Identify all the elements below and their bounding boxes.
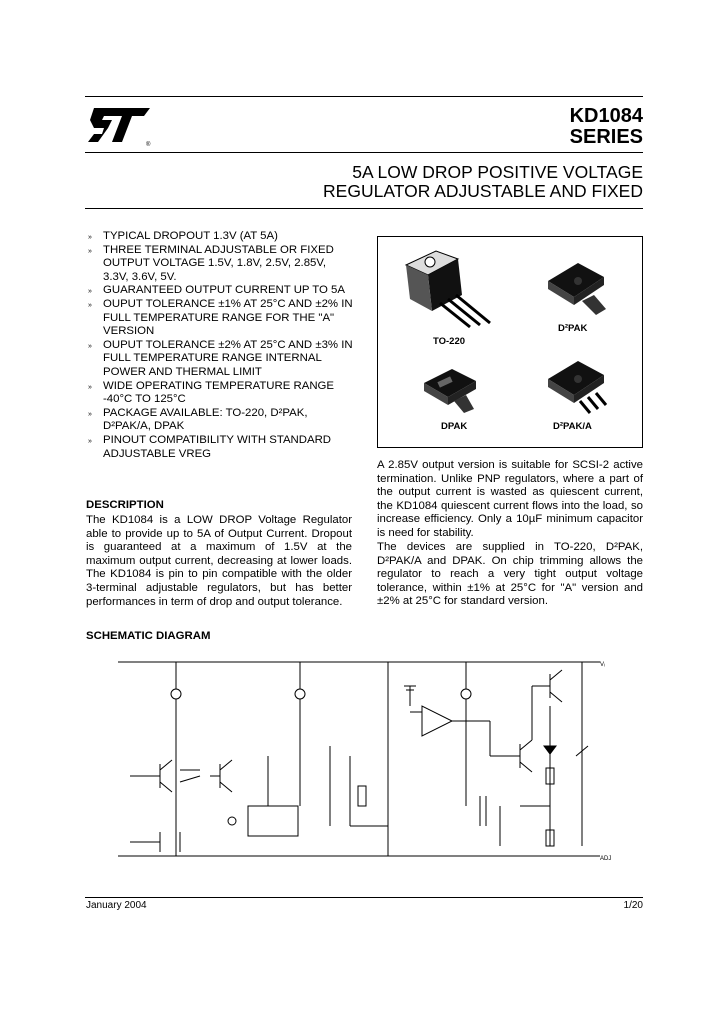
d2pak-label: D²PAK xyxy=(558,323,588,334)
feature-item: » OUPUT TOLERANCE ±1% AT 25°C AND ±2% IN FULL TEMPERATURE RANGE FOR THE "A" VERSION xyxy=(86,298,354,339)
svg-text:®: ® xyxy=(146,142,151,146)
d2paka-package-image xyxy=(538,349,618,419)
feature-item: » TYPICAL DROPOUT 1.3V (AT 5A) xyxy=(86,230,354,244)
description-text: The KD1084 is a LOW DROP Voltage Regulator able to provide up to 5A of Output Current. Dropout is guaranteed at a maximum of 1.5V at the maximum output current, decreasing at lower loads. The KD1084 is pin to pin compatible with the older 3-terminal adjustable regulators, but has better performances in term of drop and output tolerance. xyxy=(86,514,352,608)
feature-item: » WIDE OPERATING TEMPERATURE RANGE -40°C TO 125°C xyxy=(86,380,354,407)
dpak-package-image xyxy=(418,357,488,419)
feature-item: » PINOUT COMPATIBILITY WITH STANDARD ADJUSTABLE VREG xyxy=(86,434,354,461)
st-logo xyxy=(86,106,154,146)
feature-item: » PACKAGE AVAILABLE: TO-220, D²PAK, D²PAK/A, DPAK xyxy=(86,407,354,434)
svg-text:Vᵢ: Vᵢ xyxy=(600,662,605,668)
dpak-label: DPAK xyxy=(441,421,468,432)
header-rule-top xyxy=(85,96,643,97)
to220-label: TO-220 xyxy=(433,336,466,347)
schematic-heading: SCHEMATIC DIAGRAM xyxy=(86,630,211,642)
d2pak-package-image xyxy=(538,251,618,321)
to220-package-image xyxy=(396,245,506,337)
features-list xyxy=(86,230,354,461)
title-line-2: REGULATOR ADJUSTABLE AND FIXED xyxy=(323,181,643,201)
schematic-diagram xyxy=(100,646,640,890)
feature-item: » GUARANTEED OUTPUT CURRENT UP TO 5A xyxy=(86,284,354,298)
description-heading: DESCRIPTION xyxy=(86,499,164,511)
right-para-1: A 2.85V output version is suitable for SCSI-2 active termination. Unlike PNP regulators, where a part of the output current is wasted as quiescent current, the KD1084 quiescent current flows into the load, so increase efficiency. Only a 10µF minimum capacitor is need for stability. xyxy=(377,459,643,539)
footer-page-number: 1/20 xyxy=(623,900,643,911)
footer-rule xyxy=(85,897,643,898)
part-number: KD1084 xyxy=(569,105,643,127)
svg-text:ADJ: ADJ xyxy=(600,856,612,862)
header-rule-mid xyxy=(85,152,643,153)
feature-item: » OUPUT TOLERANCE ±2% AT 25°C AND ±3% IN FULL TEMPERATURE RANGE INTERNAL POWER AND THERMAL LIMIT xyxy=(86,339,354,380)
right-para-2: The devices are supplied in TO-220, D²PAK, D²PAK/A and DPAK. On chip trimming allows the regulator to reach a very tight output voltage tolerance, within ±1% at 25°C for "A" version and ±2% at 25°C for standard version. xyxy=(377,541,643,608)
series-label: SERIES xyxy=(569,126,643,148)
footer-date: January 2004 xyxy=(86,900,147,911)
feature-item: » THREE TERMINAL ADJUSTABLE OR FIXED OUTPUT VOLTAGE 1.5V, 1.8V, 2.5V, 2.85V, 3.3V, 3.6V, 5V. xyxy=(86,244,354,285)
d2paka-label: D²PAK/A xyxy=(553,421,592,432)
header-rule-bottom xyxy=(85,208,643,209)
package-box xyxy=(377,236,643,448)
title-line-1: 5A LOW DROP POSITIVE VOLTAGE xyxy=(352,162,643,182)
